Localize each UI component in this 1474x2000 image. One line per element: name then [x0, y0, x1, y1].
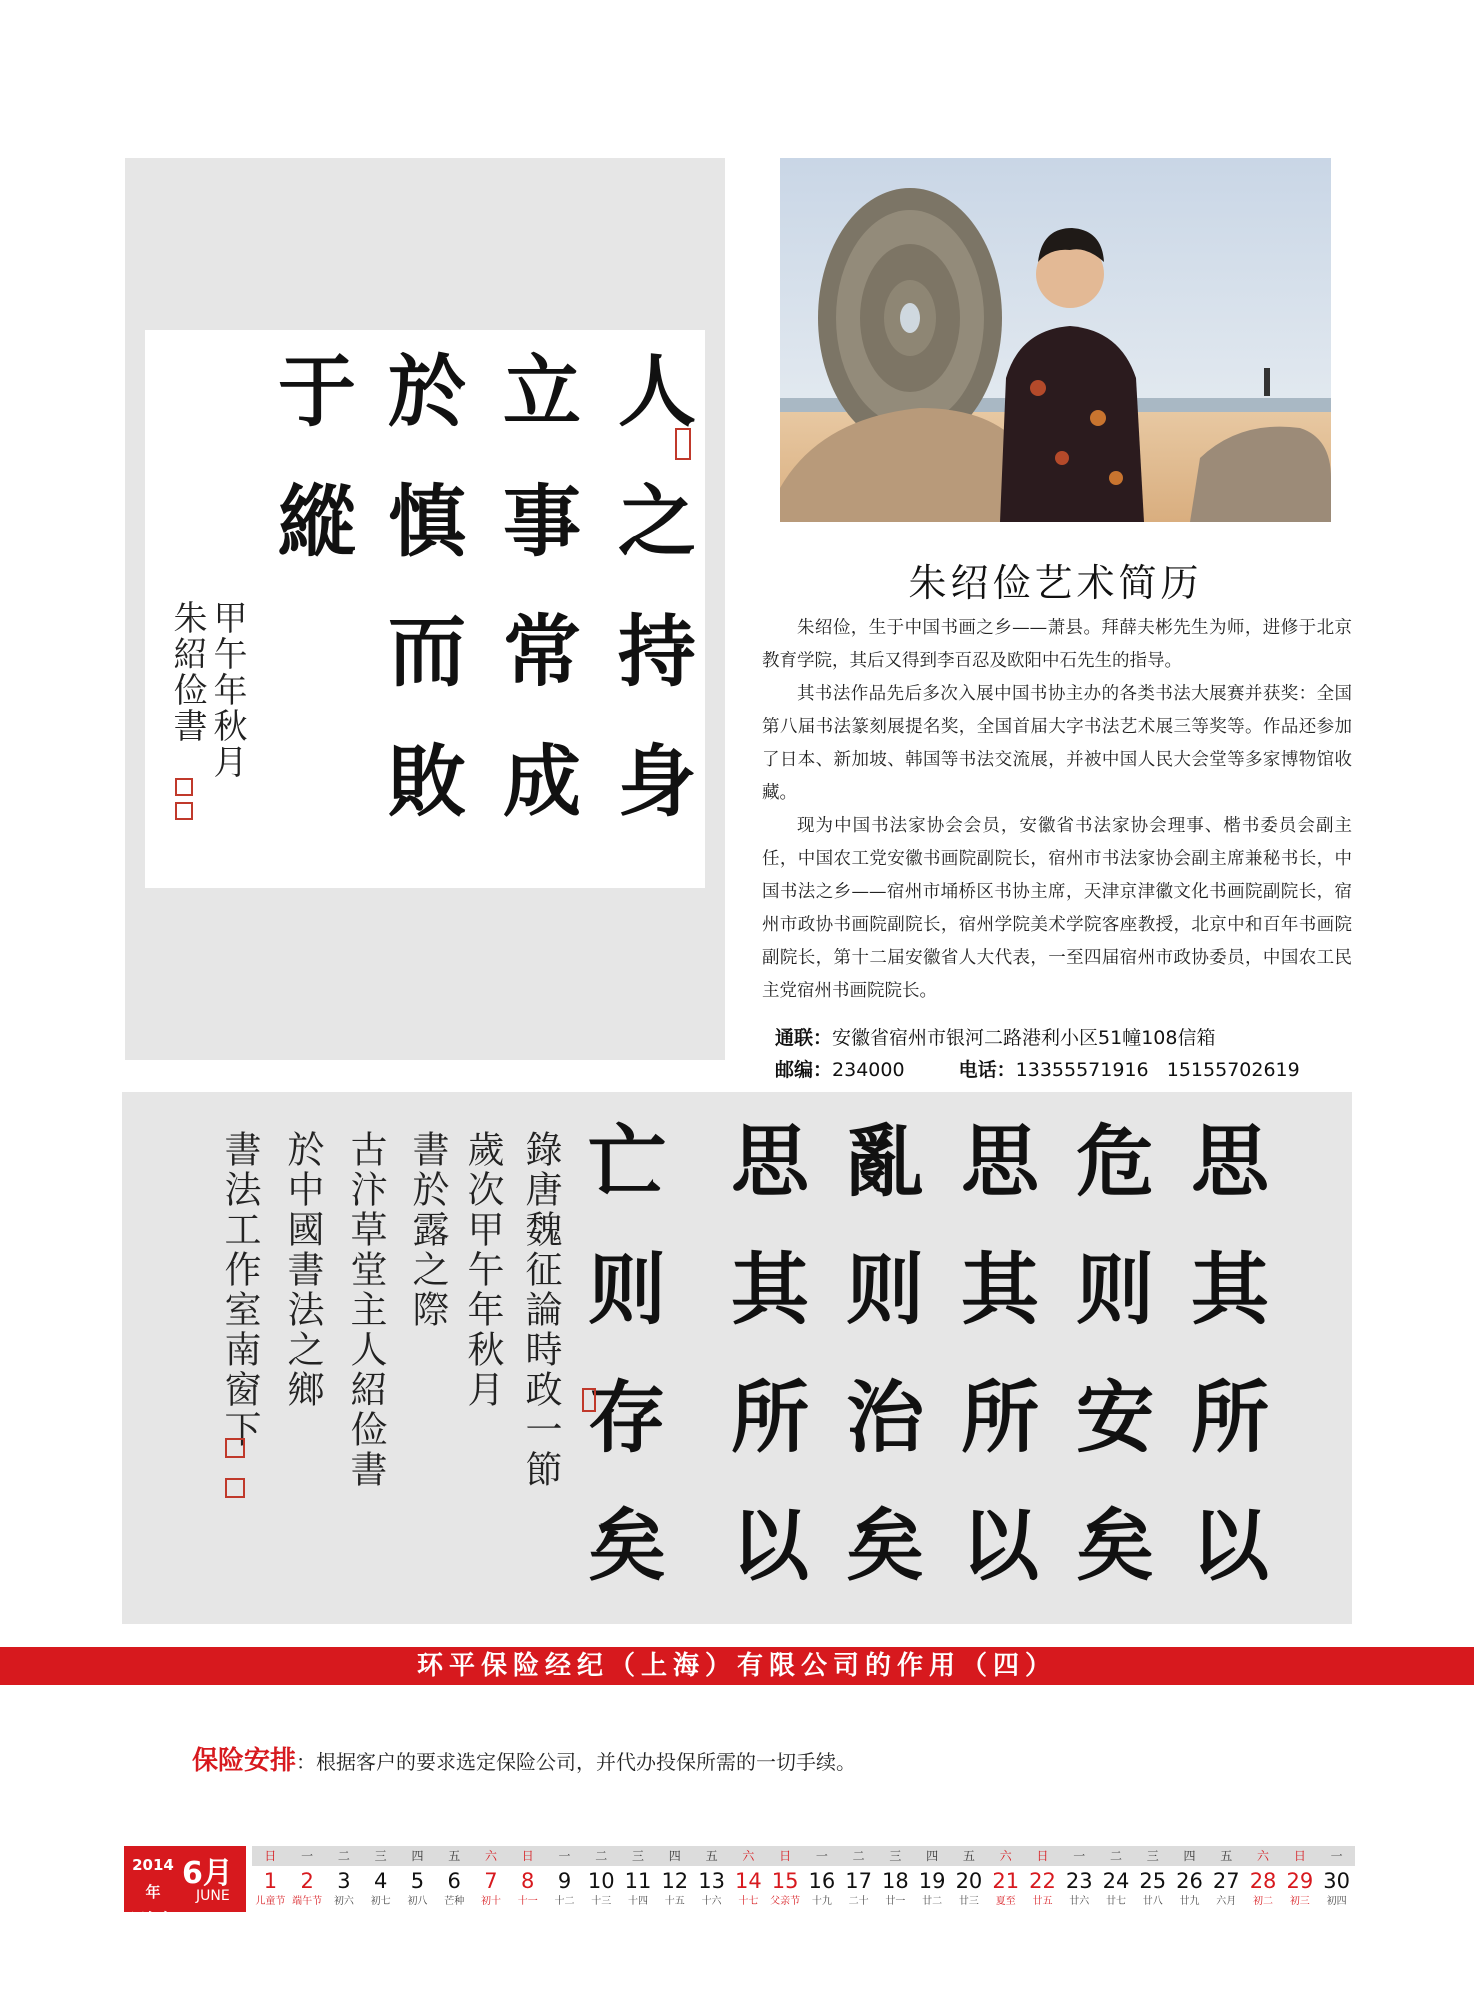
address-value: 安徽省宿州市银河二路港利小区51幢108信箱 — [832, 1027, 1216, 1049]
calendar-lunar-date: 初二 — [1253, 1896, 1274, 1907]
calendar-lunar-date: 十五 — [664, 1896, 685, 1907]
seal-icon — [225, 1478, 245, 1498]
calligraphy-column: 思其所以 — [948, 1120, 1039, 1632]
calendar-weekday: 日 — [779, 1849, 792, 1863]
calendar-month-en: JUNE — [196, 1888, 230, 1904]
bio-paragraph: 其书法作品先后多次入展中国书协主办的各类书法大展赛并获奖：全国第八届书法篆刻展提名奖，全国首届大字书法艺术展三等奖等。作品还参加了日本、新加坡、韩国等书法交流展，并被中国人民大会堂等多家博物馆收藏。 — [762, 684, 1352, 803]
calendar-day-number: 14 — [734, 1869, 762, 1893]
calendar-lunar-date: 初四 — [1326, 1896, 1347, 1907]
calendar-day — [693, 1846, 730, 1916]
calendar-weekday: 六 — [999, 1849, 1012, 1863]
calendar-lunar-date: 夏至 — [995, 1896, 1016, 1907]
calendar-day-number: 11 — [624, 1869, 652, 1893]
calendar-lunar-date: 初七 — [370, 1896, 391, 1907]
calendar-day — [1134, 1846, 1171, 1916]
calligraphy-column: 人之持身 — [605, 350, 696, 870]
calendar-day-number: 13 — [698, 1869, 725, 1893]
bio-text — [762, 612, 1352, 1008]
address-row — [775, 1022, 1355, 1054]
calendar-lunar-date: 六月 — [1216, 1896, 1237, 1907]
calendar-year — [127, 1852, 179, 1933]
calendar-day — [1318, 1846, 1355, 1916]
calendar-day-number: 6 — [447, 1869, 461, 1893]
calendar-month: 6月 — [182, 1856, 233, 1891]
calligraphy-column: 思其所以 — [1178, 1120, 1269, 1632]
calendar-weekday: 四 — [1183, 1849, 1196, 1863]
calendar-lunar-date: 廿一 — [885, 1896, 906, 1907]
calendar-lunar-date: 廿五 — [1032, 1896, 1053, 1907]
calendar-day — [951, 1846, 988, 1916]
insurance-text: ：根据客户的要求选定保险公司，并代办投保所需的一切手续。 — [296, 1750, 857, 1774]
address-label: 通联： — [775, 1027, 833, 1049]
calendar-day — [509, 1846, 546, 1916]
calendar-lunar-date: 十一 — [517, 1896, 538, 1907]
calendar-day — [1024, 1846, 1061, 1916]
inscription-line: 歲次甲午年秋月 — [461, 1130, 504, 1410]
calendar-weekday: 一 — [301, 1849, 314, 1863]
calendar-weekday: 五 — [705, 1849, 718, 1863]
calendar-weekday: 一 — [558, 1849, 571, 1863]
calendar-day-number: 30 — [1323, 1869, 1350, 1893]
calendar-lunar-date: 十三 — [591, 1896, 612, 1907]
signature-line: 甲午年秋月 — [207, 600, 247, 780]
calendar-weekday: 三 — [374, 1849, 387, 1863]
calendar-lunar-date: 十六 — [701, 1896, 722, 1907]
artist-photo — [780, 158, 1331, 522]
calendar-lunar-date: 芒种 — [444, 1896, 465, 1907]
calendar-lunar-date: 十七 — [738, 1896, 759, 1907]
calendar-day-number: 22 — [1029, 1869, 1056, 1893]
calendar-weekday: 一 — [815, 1849, 828, 1863]
calendar-weekday: 二 — [852, 1849, 865, 1863]
calligraphy-column: 亡则存矣 — [575, 1120, 666, 1632]
calendar-weekday: 五 — [1220, 1849, 1233, 1863]
zip-phone-row — [775, 1054, 1355, 1086]
calendar-day-number: 10 — [587, 1869, 615, 1893]
calligraphy-paper-top — [145, 330, 705, 888]
calendar-lunar-date: 十九 — [811, 1896, 832, 1907]
calendar-day — [877, 1846, 914, 1916]
calendar-weekday: 二 — [595, 1849, 608, 1863]
calendar-day — [767, 1846, 804, 1916]
calligraphy-column: 危则安矣 — [1063, 1120, 1154, 1632]
calendar-day — [840, 1846, 877, 1916]
calligraphy-column: 亂则治矣 — [833, 1120, 924, 1632]
calendar-lunar-date: 二十 — [848, 1896, 869, 1907]
calendar-day-number: 12 — [661, 1869, 689, 1893]
calendar-weekday: 四 — [926, 1849, 939, 1863]
calendar-day — [1281, 1846, 1318, 1916]
phone-value: 13355571916 15155702619 — [1015, 1059, 1300, 1081]
calendar-weekday: 日 — [1036, 1849, 1049, 1863]
calendar-day-number: 23 — [1065, 1869, 1093, 1893]
calendar-day — [656, 1846, 693, 1916]
calendar-day-number: 1 — [263, 1869, 278, 1893]
calendar-day — [1061, 1846, 1098, 1916]
calendar-day-number: 17 — [845, 1869, 872, 1893]
seal-icon — [175, 778, 193, 796]
inscription-line: 於中國書法之鄉 — [281, 1130, 324, 1410]
calendar-day — [289, 1846, 326, 1916]
insurance-note — [192, 1740, 856, 1777]
calendar-lunar-date: 儿童节 — [255, 1896, 286, 1907]
calendar-day-number: 8 — [521, 1869, 535, 1893]
calendar-year-line: 2014年 — [132, 1856, 174, 1901]
calendar-weekday: 日 — [264, 1849, 277, 1863]
calligraphy-column: 思其所以 — [718, 1120, 809, 1632]
seal-icon — [675, 428, 691, 460]
bio-paragraph: 朱绍俭，生于中国书画之乡——萧县。拜薛夫彬先生为师，进修于北京教育学院，其后又得到李百忍及欧阳中石先生的指导。 — [762, 618, 1352, 671]
calendar-day-number: 27 — [1212, 1869, 1240, 1893]
calendar-day-number: 16 — [808, 1869, 836, 1893]
bio-title: 朱绍俭艺术简历 — [908, 561, 1203, 605]
calendar-weekday: 日 — [521, 1849, 534, 1863]
calendar-weekday: 日 — [1293, 1849, 1306, 1863]
calendar-lunar-date: 十二 — [554, 1896, 575, 1907]
calendar-weekday: 六 — [484, 1849, 497, 1863]
inscription-line: 書於露之際 — [406, 1130, 449, 1330]
calendar-lunar-date: 初十 — [480, 1896, 501, 1907]
calendar-weekday: 三 — [632, 1849, 645, 1863]
calendar-day — [583, 1846, 620, 1916]
calendar-weekday: 二 — [1109, 1849, 1122, 1863]
calendar-day — [362, 1846, 399, 1916]
calendar-day-number: 7 — [484, 1869, 498, 1893]
calendar-day-number: 18 — [882, 1869, 909, 1893]
calendar-day-number: 29 — [1286, 1869, 1314, 1893]
calendar-day-number: 26 — [1176, 1869, 1203, 1893]
calendar-day — [803, 1846, 840, 1916]
calendar-lunar-date: 廿三 — [958, 1896, 979, 1907]
calendar-days — [252, 1846, 1355, 1916]
calendar-lunar-date: 廿七 — [1105, 1896, 1126, 1907]
calendar-day — [326, 1846, 363, 1916]
calendar-lunar-date: 廿六 — [1069, 1896, 1090, 1907]
seal-icon — [175, 802, 193, 820]
calendar-weekday: 二 — [337, 1849, 350, 1863]
calendar-day-number: 20 — [955, 1869, 983, 1893]
calendar-lunar-date: 父亲节 — [770, 1896, 801, 1907]
zip-label: 邮编： — [775, 1059, 833, 1081]
calligraphy-column: 立事常成 — [490, 350, 581, 870]
seal-icon — [582, 1388, 596, 1412]
calendar-lunar-date: 廿九 — [1179, 1896, 1200, 1907]
calendar-weekday: 五 — [448, 1849, 461, 1863]
calendar-weekday: 三 — [889, 1849, 902, 1863]
calendar-day — [1098, 1846, 1135, 1916]
calendar-day-number: 15 — [771, 1869, 799, 1893]
calendar-lunar-date: 初八 — [407, 1896, 428, 1907]
calendar-weekday: 六 — [1257, 1849, 1270, 1863]
banner-title: 环平保险经纪（上海）有限公司的作用（四） — [416, 1651, 1057, 1681]
zip-value: 234000 — [832, 1059, 905, 1081]
seal-icon — [225, 1438, 245, 1458]
calligraphy-column: 於慎而敗 — [375, 350, 466, 870]
calendar-lunar-date: 初三 — [1289, 1896, 1310, 1907]
calendar-lunar-date: 廿二 — [922, 1896, 943, 1907]
contact-info — [775, 1022, 1355, 1086]
calendar-weekday: 一 — [1330, 1849, 1343, 1863]
calendar-weekday: 四 — [668, 1849, 681, 1863]
calendar-month-badge — [124, 1846, 246, 1928]
calendar-day-number: 25 — [1139, 1869, 1167, 1893]
calendar-lunar-date: 廿八 — [1142, 1896, 1163, 1907]
calendar-day-number: 24 — [1102, 1869, 1130, 1893]
calendar-day — [473, 1846, 510, 1916]
calendar-weekday: 五 — [962, 1849, 975, 1863]
calendar-weekday: 六 — [742, 1849, 755, 1863]
calendar-weekday: 三 — [1146, 1849, 1159, 1863]
calendar-day-number: 4 — [373, 1869, 388, 1893]
calendar-lunar-date: 端午节 — [292, 1896, 323, 1907]
calendar-day-number: 28 — [1249, 1869, 1277, 1893]
phone-label: 电话： — [958, 1059, 1016, 1081]
calendar-weekday: 四 — [411, 1849, 424, 1863]
calendar-day-number: 21 — [992, 1869, 1020, 1893]
calendar-day-number: 19 — [918, 1869, 946, 1893]
calendar-day — [730, 1846, 767, 1916]
calendar-day — [1171, 1846, 1208, 1916]
calendar-day — [987, 1846, 1024, 1916]
calendar-day — [1208, 1846, 1245, 1916]
inscription-line: 古汴草堂主人紹俭書 — [344, 1130, 387, 1490]
calendar-lunar-date: 初六 — [333, 1896, 354, 1907]
inscription-line: 錄唐魏征論時政一節 — [519, 1130, 562, 1490]
calendar-weekday: 一 — [1073, 1849, 1086, 1863]
insurance-label: 保险安排 — [192, 1746, 297, 1776]
calendar-day-number: 9 — [557, 1869, 572, 1893]
calendar-day — [252, 1846, 289, 1916]
calendar-day — [620, 1846, 657, 1916]
bio-paragraph: 现为中国书法家协会会员，安徽省书法家协会理事、楷书委员会副主任，中国农工党安徽书画院副院长，宿州市书法家协会副主席兼秘书长，中国书法之乡——宿州市埇桥区书协主席，天津京津徽文化书画院副院长，宿州市政协书画院副院长，宿州学院美术学院客座教授，北京中和百年书画院副院长，第十二届安徽省人大代表，一至四届宿州市政协委员，中国农工民主党宿州书画院院长。 — [762, 816, 1352, 1001]
signature-line: 朱紹俭書 — [167, 600, 207, 744]
calligraphy-column: 于縱 — [265, 350, 356, 610]
inscription-line: 書法工作室南窗下 — [218, 1130, 261, 1450]
calendar-year-line: 甲午年 — [130, 1910, 176, 1928]
calendar-day — [1245, 1846, 1282, 1916]
calendar-lunar-date: 十四 — [628, 1896, 649, 1907]
calendar-day — [914, 1846, 951, 1916]
calendar-day-number: 5 — [410, 1869, 425, 1893]
calendar-day-number: 3 — [337, 1869, 351, 1893]
calendar-day — [436, 1846, 473, 1916]
calendar-day — [546, 1846, 583, 1916]
calendar-day-number: 2 — [300, 1869, 314, 1893]
calendar-day — [399, 1846, 436, 1916]
